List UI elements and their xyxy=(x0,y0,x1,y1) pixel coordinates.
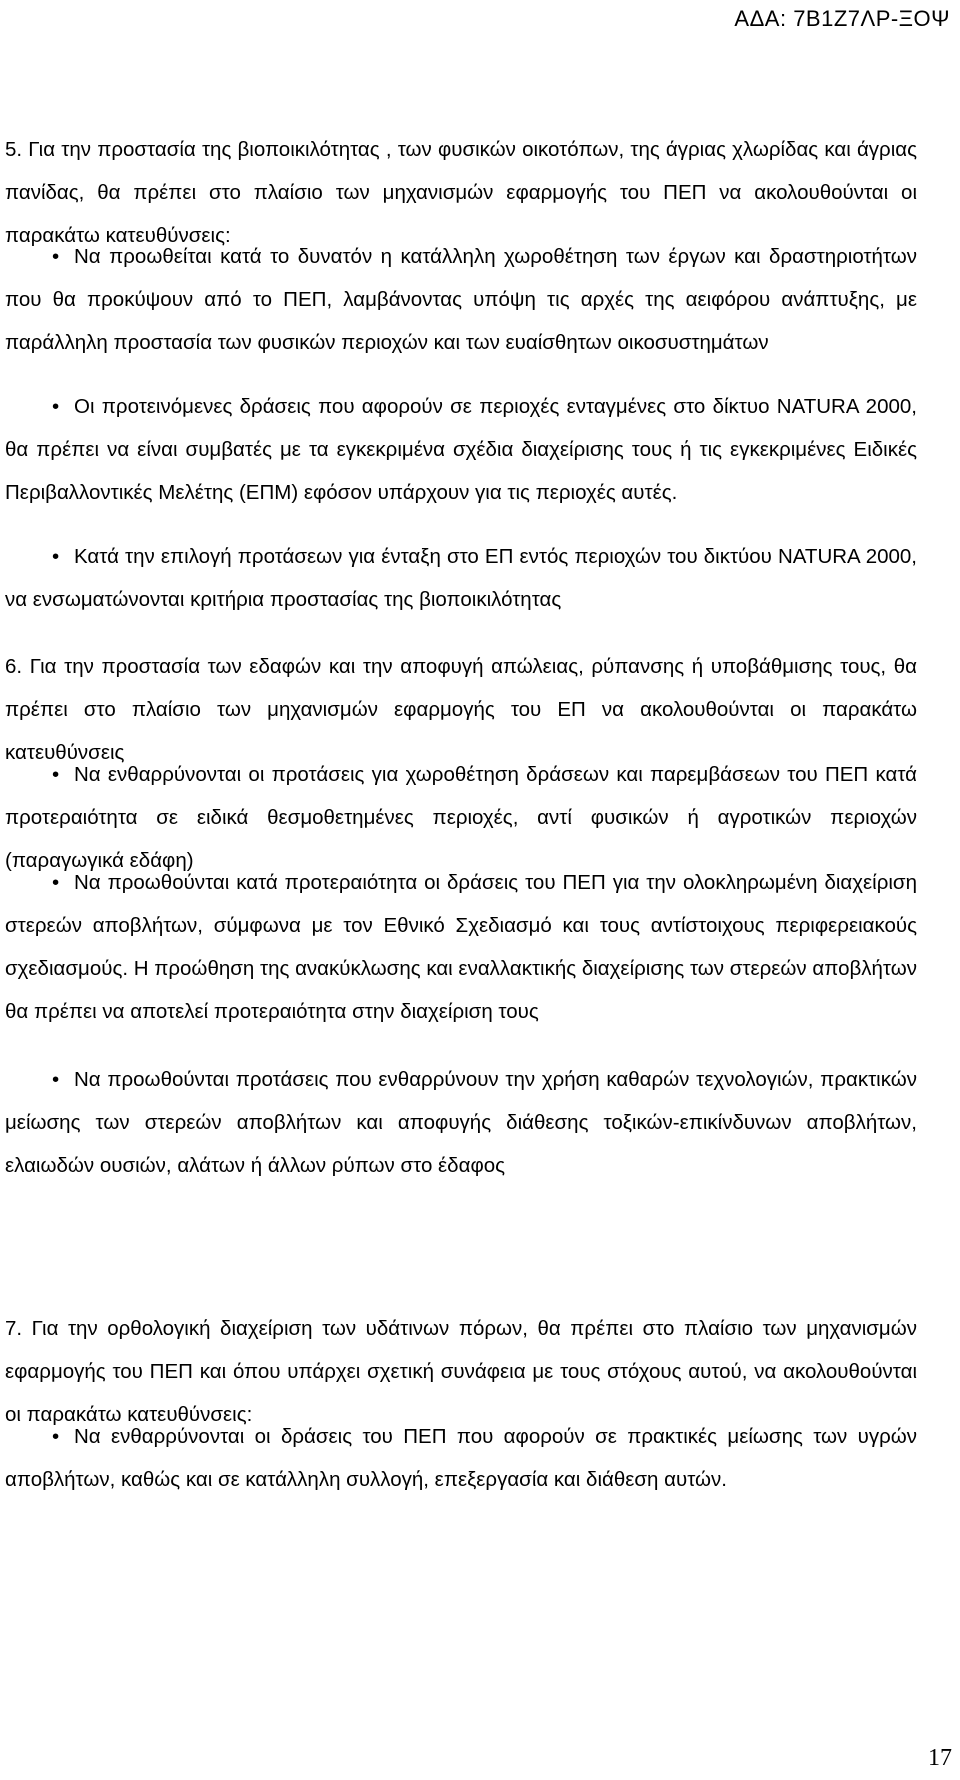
section-6-bullet-1: • Να ενθαρρύνονται οι προτάσεις για χωροθέτηση δράσεων και παρεμβάσεων του ΠΕΠ κατά προτεραιότητα σε ειδικά θεσμοθετημένες περιοχές, αντί φυσικών ή αγροτικών περιοχών (παραγωγικά εδάφη) xyxy=(5,753,917,882)
section-7-bullet-1: • Να ενθαρρύνονται οι δράσεις του ΠΕΠ που αφορούν σε πρακτικές μείωσης των υγρών αποβλήτων, καθώς και σε κατάλληλη συλλογή, επεξεργασία και διάθεση αυτών. xyxy=(5,1415,917,1501)
section-6-bullet-3: • Να προωθούνται προτάσεις που ενθαρρύνουν την χρήση καθαρών τεχνολογιών, πρακτικών μείωσης των στερεών αποβλήτων και αποφυγής διάθεσης τοξικών-επικίνδυνων αποβλήτων, ελαιωδών ουσιών, αλάτων ή άλλων ρύπων στο έδαφος xyxy=(5,1058,917,1187)
bullet-icon: • xyxy=(52,871,60,894)
section-5-intro: 5. Για την προστασία της βιοποικιλότητας , των φυσικών οικοτόπων, της άγριας χλωρίδας και άγριας πανίδας, θα πρέπει στο πλαίσιο των μηχανισμών εφαρμογής του ΠΕΠ να ακολουθούνται οι παρακάτω κατευθύνσεις: xyxy=(5,138,917,247)
bullet-icon: • xyxy=(52,245,60,268)
section-5-bullet-3: • Κατά την επιλογή προτάσεων για ένταξη στο ΕΠ εντός περιοχών του δικτύου NATURA 2000, να ενσωματώνονται κριτήρια προστασίας της βιοποικιλότητας xyxy=(5,535,917,621)
bullet-icon: • xyxy=(52,395,60,418)
page-number: 17 xyxy=(928,1745,952,1771)
section-5-bullet-2: • Οι προτεινόμενες δράσεις που αφορούν σε περιοχές ενταγμένες στο δίκτυο NATURA 2000, θα πρέπει να είναι συμβατές με τα εγκεκριμένα σχέδια διαχείρισης τους ή τις εγκεκριμένες Ειδικές Περιβαλλοντικές Μελέτης (ΕΠΜ) εφόσον υπάρχουν για τις περιοχές αυτές. xyxy=(5,385,917,514)
document-reference-code: ΑΔΑ: 7Β1Ζ7ΛΡ-ΞΟΨ xyxy=(734,6,950,31)
section-6-intro: 6. Για την προστασία των εδαφών και την αποφυγή απώλειας, ρύπανσης ή υποβάθμισης τους, θα πρέπει στο πλαίσιο των μηχανισμών εφαρμογής του ΕΠ να ακολουθούνται οι παρακάτω κατευθύνσεις xyxy=(5,655,917,764)
bullet-icon: • xyxy=(52,1425,60,1448)
section-5-bullet-1: • Να προωθείται κατά το δυνατόν η κατάλληλη χωροθέτηση των έργων και δραστηριοτήτων που θα προκύψουν από το ΠΕΠ, λαμβάνοντας υπόψη τις αρχές της αειφόρου ανάπτυξης, με παράλληλη προστασία των φυσικών περιοχών και των ευαίσθητων οικοσυστημάτων xyxy=(5,235,917,364)
bullet-icon: • xyxy=(52,545,60,568)
bullet-icon: • xyxy=(52,763,60,786)
bullet-icon: • xyxy=(52,1068,60,1091)
section-6-bullet-2: • Να προωθούνται κατά προτεραιότητα οι δράσεις του ΠΕΠ για την ολοκληρωμένη διαχείριση στερεών αποβλήτων, σύμφωνα με τον Εθνικό Σχεδιασμό και τους αντίστοιχους περιφερειακούς σχεδιασμούς. Η προώθηση της ανακύκλωσης και εναλλακτικής διαχείρισης των στερεών αποβλήτων θα πρέπει να αποτελεί προτεραιότητα στην διαχείριση τους xyxy=(5,861,917,1033)
section-7-intro: 7. Για την ορθολογική διαχείριση των υδάτινων πόρων, θα πρέπει στο πλαίσιο των μηχανισμών εφαρμογής του ΠΕΠ και όπου υπάρχει σχετική συνάφεια με τους στόχους αυτού, να ακολουθούνται οι παρακάτω κατευθύνσεις: xyxy=(5,1317,917,1426)
